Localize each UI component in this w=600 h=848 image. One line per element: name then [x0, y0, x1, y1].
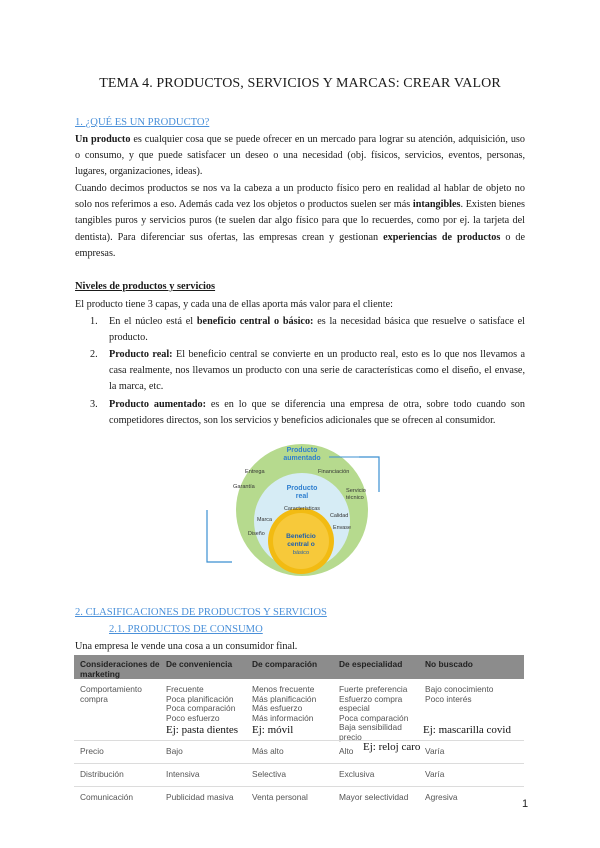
term-un-producto: Un producto [75, 134, 131, 145]
text-fragment: es en lo que se diferencia una empresa de otra, sobre todo cuando son competidores directos, son los servicios y beneficios adicionales que se ofrecen al consumidor. [109, 399, 525, 427]
term-beneficio-central: beneficio central o básico: [196, 316, 314, 327]
term-experiencias: experiencias de productos [383, 231, 501, 243]
cell-line: Baja sensibilidad [339, 722, 402, 733]
table-cell: Agresiva [425, 792, 458, 802]
table-cell [252, 685, 316, 723]
middle-item-diseno: Diseño [248, 531, 265, 537]
table-cell: Selectiva [252, 769, 286, 779]
product-levels-diagram [205, 437, 390, 577]
table-cell [339, 685, 408, 743]
cell-line: especial [339, 703, 370, 714]
row-divider [74, 740, 524, 741]
table-cell: Exclusiva [339, 769, 375, 779]
list-item [90, 347, 526, 396]
cell-line: precio [339, 731, 362, 742]
table-cell: Alto [339, 746, 354, 756]
cell-line: Más planificación [252, 693, 317, 704]
list-number: 2. [90, 349, 98, 360]
section-1-heading: 1. ¿QUÉ ES UN PRODUCTO? [75, 117, 210, 128]
list-number: 3. [90, 399, 98, 410]
middle-item-caracteristicas: Características [284, 506, 320, 512]
table-cell: Venta personal [252, 792, 308, 802]
middle-item-envase: Envase [333, 525, 351, 531]
table-header-cell: De conveniencia [166, 659, 233, 669]
text-fragment: El beneficio central se convierte en un producto real, esto es lo que nos llevamos a casa realmente, nos llevamos un producto con una serie de características como el diseño, el envase, la marca, etc. [109, 349, 526, 393]
handwritten-note: Ej: mascarilla covid [423, 724, 511, 736]
list-item [90, 397, 525, 429]
row-divider [74, 763, 524, 764]
term-producto-real: Producto real: [109, 349, 173, 360]
handwritten-note: Ej: pasta dientes [166, 724, 239, 736]
inner-label-line3: básico [292, 550, 310, 556]
outer-label-line1: Producto [286, 447, 318, 454]
page-title: TEMA 4. PRODUCTOS, SERVICIOS Y MARCAS: CREAR VALOR [99, 76, 501, 91]
row-label-comunicacion: Comunicación [80, 792, 134, 802]
table-header-cell: De especialidad [339, 659, 403, 669]
outer-item-tecnico: técnico [346, 495, 364, 501]
cell-line: Bajo conocimiento [425, 684, 494, 694]
middle-item-calidad: Calidad [330, 513, 349, 519]
niveles-heading: Niveles de productos y servicios [75, 281, 216, 292]
term-intangibles: intangibles [412, 199, 461, 211]
table-header-cell: De comparación [252, 659, 318, 669]
handwritten-note: Ej: reloj caro [363, 741, 421, 753]
row-label-distribucion: Distribución [80, 769, 124, 779]
row-label-precio: Precio [80, 746, 104, 756]
inner-label-line2: central o [287, 541, 315, 548]
paragraph-intangibles [75, 181, 525, 262]
table-cell: Varía [425, 769, 445, 779]
middle-label-line2: real [295, 493, 309, 500]
row-label-comportamiento: Comportamiento compra [80, 684, 142, 704]
section-2-1-heading: 2.1. PRODUCTOS DE CONSUMO [109, 624, 263, 635]
text-fragment: . Existen bienes tangibles puros y servicios puros (te suelen dar algo físico para que lo recuerdes, como por ej. la tarjeta del dentista). Para diferenciar sus ofertas, las empresas crean y gestionan [75, 199, 525, 243]
text-fragment: es la necesidad básica que resuelve o satisface el producto. [109, 316, 525, 344]
table-cell: Publicidad masiva [166, 792, 234, 802]
text-fragment: En el núcleo está el [109, 316, 197, 327]
outer-item-entrega: Entrega [245, 469, 265, 475]
middle-item-marca: Marca [257, 517, 272, 523]
cell-line: Poca comparación [339, 712, 409, 723]
section-2-heading: 2. CLASIFICACIONES DE PRODUCTOS Y SERVICIOS [75, 607, 327, 618]
outer-item-financiacion: Financiación [318, 469, 350, 475]
row-divider [74, 786, 524, 787]
cell-line: Menos frecuente [252, 684, 315, 694]
table-cell [425, 685, 493, 704]
term-producto-aumentado: Producto aumentado: [109, 399, 206, 410]
table-cell: Intensiva [166, 769, 200, 779]
paragraph-product-definition [75, 132, 525, 181]
inner-label-line1: Beneficio [286, 533, 316, 540]
outer-label-line2: aumentado [283, 455, 321, 462]
text-fragment: o de empresas. [75, 231, 525, 259]
definition-text: es cualquier cosa que se puede ofrecer en un mercado para lograr su atención, adquisición, uso o consumo, y que puede satisfacer un deseo o una necesidad (obj. físicos, servicios, eventos, personas, lugares, organizaciones, ideas). [75, 134, 525, 178]
table-header-cell: No buscado [425, 659, 473, 669]
table-header-cell: Consideraciones de marketing [80, 659, 160, 679]
middle-label-line1: Producto [286, 485, 318, 492]
cell-line: Poco interés [425, 693, 472, 704]
outer-item-garantia: Garantía [233, 484, 255, 490]
table-cell: Varía [425, 746, 445, 756]
cell-line: Más información [252, 712, 314, 723]
table-cell: Más alto [252, 746, 284, 756]
cell-line: Más esfuerzo [252, 703, 303, 714]
cell-line: Esfuerzo compra [339, 693, 403, 704]
table-cell: Bajo [166, 746, 183, 756]
section-2-intro: Una empresa le vende una cosa a un consumidor final. [75, 641, 298, 652]
cell-line: Poca planificación [166, 693, 234, 704]
list-number: 1. [90, 316, 98, 327]
consumer-products-table [74, 655, 524, 805]
cell-line: Fuerte preferencia [339, 684, 408, 694]
connector-line-left [207, 510, 232, 562]
table-cell: Mayor selectividad [339, 792, 409, 802]
niveles-intro: El producto tiene 3 capas, y cada una de ellas aporta más valor para el cliente: [75, 299, 393, 310]
cell-line: Frecuente [166, 684, 204, 694]
cell-line: Poca comparación [166, 703, 236, 714]
cell-line: Poco esfuerzo [166, 712, 220, 723]
table-cell [166, 685, 235, 723]
page-number: 1 [522, 798, 529, 810]
text-fragment: Cuando decimos productos se nos va la cabeza a un producto físico pero en realidad al hablar de objeto no solo nos referimos a eso. Además cada vez los objetos o productos suelen ser más [75, 183, 525, 211]
list-item [90, 314, 525, 346]
handwritten-note: Ej: móvil [252, 724, 294, 736]
outer-item-servicio: Servicio [346, 488, 366, 494]
